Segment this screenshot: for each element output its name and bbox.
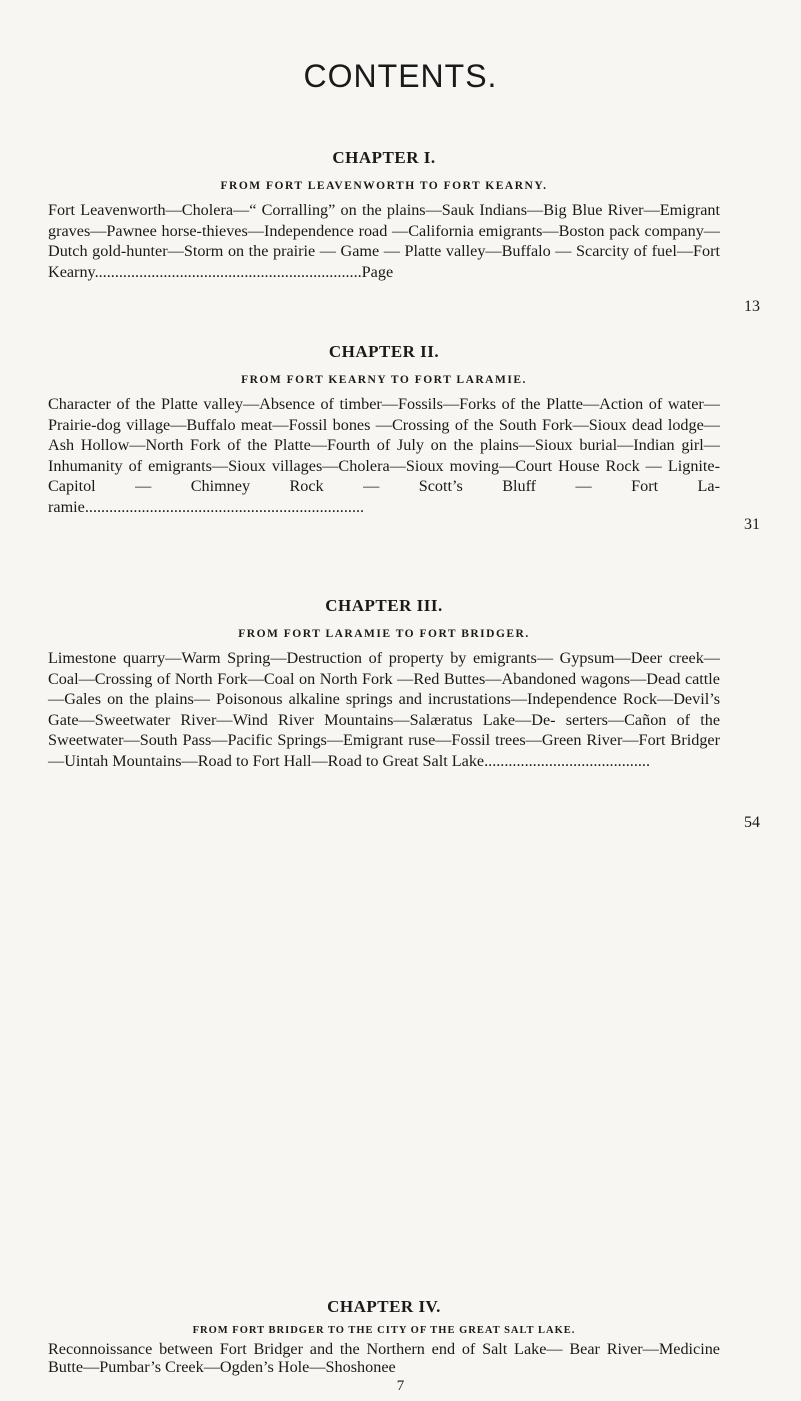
chapter-summary: Limestone quarry—Warm Spring—Destruction of property by emigrants— Gypsum—Deer creek—Coal—Crossing of North Fork—Coal on North Fork —Red Buttes—Abandoned wagons—Dead cattle—Gales on the plains— Poisonous alkaline springs and incrustations—Independence Rock—Devil’s Gate—Sweetwater River—Wind River Mountains—Salæratus Lake—De- serters—Cañon of the Sweetwater—South Pass—Pacific Springs—Emigrant ruse—Fossil trees—Green River—Fort Bridger—Uintah Mountains—Road to Fort Hall—Road to Great Salt Lake......................................... [48,649,720,770]
chapter-4 [48,1297,720,1376]
chapter-summary: Character of the Platte valley—Absence of timber—Fossils—Forks of the Platte—Action of water—Prairie-dog village—Buffalo meat—Fossil bones —Crossing of the South Fork—Sioux dead lodge—Ash Hollow—North Fork of the Platte—Fourth of July on the plains—Sioux burial—Indian girl— Inhumanity of emigrants—Sioux villages—Cholera—Sioux moving—Court House Rock — Lignite-Capitol — Chimney Rock — Scott’s Bluff — Fort La- ramie..................................................................... [48,395,720,516]
page-number: 13 [744,298,760,315]
chapter-2 [48,342,760,533]
page-title: CONTENTS. [303,58,498,94]
page-number: 31 [744,516,760,533]
chapter-heading: CHAPTER IV. [327,1297,441,1316]
chapter-subtitle: FROM FORT LEAVENWORTH TO FORT KEARNY. [220,180,548,192]
chapter-heading: CHAPTER I. [332,148,436,167]
chapter-subtitle: FROM FORT BRIDGER TO THE CITY OF THE GREAT SALT LAKE. [192,1325,576,1336]
page-folio: 7 [396,1378,405,1394]
page-number: 54 [744,814,760,831]
chapter-summary: Reconnoissance between Fort Bridger and the Northern end of Salt Lake— Bear River—Medicine Butte—Pumbar’s Creek—Ogden’s Hole—Shoshonee [48,1340,720,1376]
chapter-subtitle: FROM FORT KEARNY TO FORT LARAMIE. [241,374,527,386]
chapter-3 [48,596,760,831]
chapter-1 [48,148,760,315]
chapter-subtitle: FROM FORT LARAMIE TO FORT BRIDGER. [238,628,530,640]
chapter-heading: CHAPTER II. [328,342,440,361]
chapter-heading: CHAPTER III. [325,596,443,615]
chapter-summary: Fort Leavenworth—Cholera—“ Corralling” on the plains—Sauk Indians—Big Blue River—Emigrant graves—Pawnee horse-thieves—Independence road —California emigrants—Boston pack company—Dutch gold-hunter—Storm on the prairie — Game — Platte valley—Buffalo — Scarcity of fuel—Fort Kearny..................................................................Page [48,201,720,281]
